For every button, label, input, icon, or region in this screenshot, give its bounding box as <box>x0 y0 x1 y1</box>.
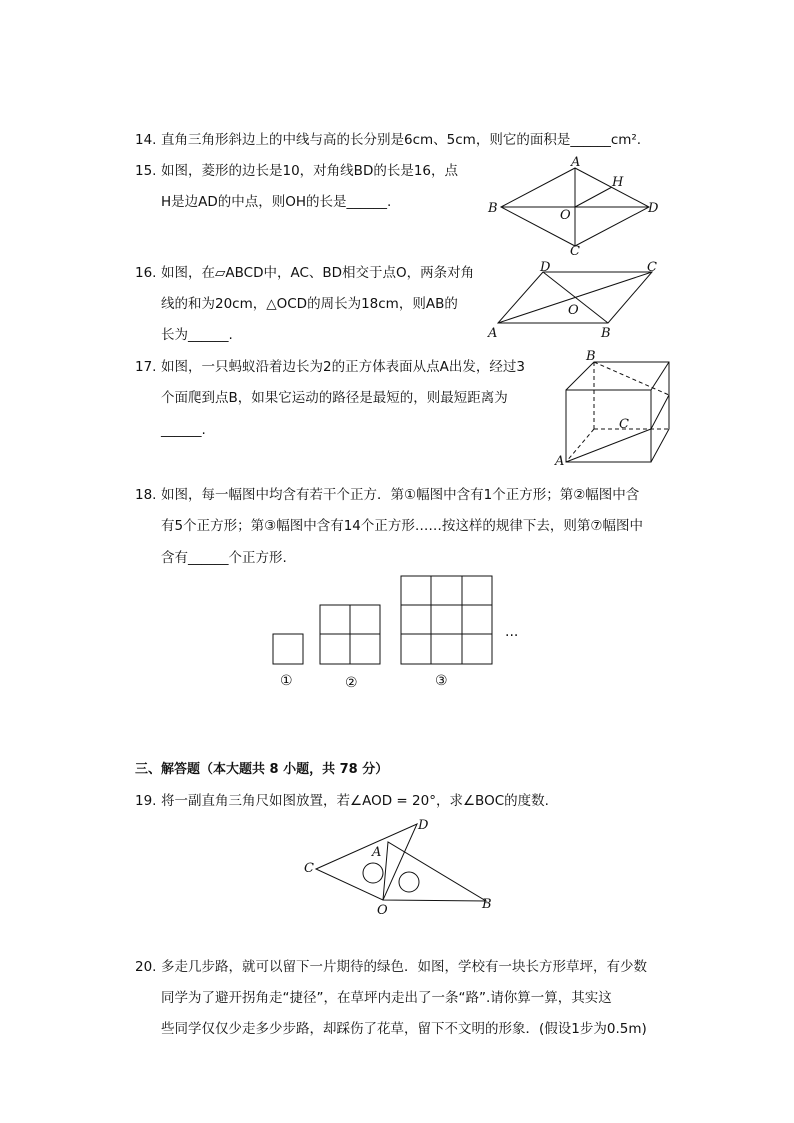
ellipsis: ··· <box>505 628 519 644</box>
label-a: A <box>555 454 565 469</box>
question-18-number: 18. <box>135 487 157 503</box>
question-16-number: 16. <box>135 265 157 281</box>
label-h: H <box>612 175 624 190</box>
question-15-number: 15. <box>135 163 157 179</box>
label-c: C <box>647 260 657 275</box>
question-17-number: 17. <box>135 359 157 375</box>
question-20-line2: 同学为了避开拐角走“捷径”，在草坪内走出了一条“路”.请你算一算，其实这 <box>161 990 612 1006</box>
question-19-number: 19. <box>135 793 157 809</box>
figure-2-grid <box>320 605 380 664</box>
question-20-line3: 些同学仅仅少走多少步路，却踩伤了花草，留下不文明的形象．(假设1步为0.5m) <box>161 1021 647 1037</box>
segment-oh <box>575 187 612 207</box>
label-o: O <box>568 303 579 318</box>
question-17-line3: ______. <box>161 422 206 438</box>
label-c: C <box>304 861 314 876</box>
figure-3-label: ③ <box>435 673 448 689</box>
label-a: A <box>488 326 498 341</box>
triangle-aob <box>383 842 486 901</box>
question-20-line1: 多走几步路，就可以留下一片期待的绿色．如图，学校有一块长方形草坪，有少数 <box>161 959 647 975</box>
cube-front-face <box>566 390 651 462</box>
label-o: O <box>377 903 388 918</box>
question-15-line2: H是边AD的中点，则OH的长是______. <box>161 194 392 210</box>
label-c: C <box>570 244 580 259</box>
figure-3-grid <box>401 576 492 664</box>
label-b: B <box>586 349 596 364</box>
label-d: D <box>418 818 429 833</box>
figure-1-square <box>273 634 303 664</box>
question-19-text: 将一副直角三角尺如图放置，若∠AOD = 20°，求∠BOC的度数. <box>161 793 549 809</box>
figure-1-label: ① <box>280 673 293 689</box>
set-squares-figure <box>298 815 498 920</box>
question-16-line2: 线的和为20cm，△OCD的周长为18cm，则AB的 <box>161 296 458 312</box>
question-18-line3: 含有______个正方形. <box>161 550 287 566</box>
squares-pattern-figure <box>265 570 535 695</box>
label-b: B <box>482 897 492 912</box>
question-14-text: 直角三角形斜边上的中线与高的长分别是6cm、5cm，则它的面积是______cm². <box>161 132 642 148</box>
label-d: D <box>648 201 659 216</box>
parallelogram-figure <box>485 258 665 343</box>
label-a: A <box>372 845 382 860</box>
rhombus-figure <box>480 155 670 259</box>
figure-2-label: ② <box>345 675 358 691</box>
section-heading: 三、解答题（本大题共 8 小题，共 78 分） <box>135 762 389 777</box>
hole-2 <box>399 872 419 892</box>
question-16-line1: 如图，在▱ABCD中，AC、BD相交于点O，两条对角 <box>161 265 475 281</box>
cube-figure <box>550 345 675 470</box>
label-c: C <box>619 417 629 432</box>
label-b: B <box>488 201 498 216</box>
label-d: D <box>540 260 551 275</box>
path-segment-1 <box>566 429 651 462</box>
question-16-line3: 长为______. <box>161 327 233 343</box>
question-15-line1: 如图，菱形的边长是10，对角线BD的长是16，点 <box>161 163 459 179</box>
path-segment-2 <box>651 395 669 429</box>
question-18-line1: 如图，每一幅图中均含有若干个正方．第①幅图中含有1个正方形；第②幅图中含 <box>161 487 640 503</box>
question-14-number: 14. <box>135 132 157 148</box>
hole-1 <box>363 863 383 883</box>
question-17-line2: 个面爬到点B，如果它运动的路径是最短的，则最短距离为 <box>161 390 508 406</box>
question-17-line1: 如图，一只蚂蚁沿着边长为2的正方体表面从点A出发，经过3 <box>161 359 525 375</box>
label-o: O <box>560 208 571 223</box>
label-b: B <box>601 326 611 341</box>
label-a: A <box>571 155 581 170</box>
question-18-line2: 有5个正方形；第③幅图中含有14个正方形……按这样的规律下去，则第⑦幅图中 <box>161 518 643 534</box>
question-20-number: 20. <box>135 959 157 975</box>
cube-back-edges <box>566 362 669 462</box>
